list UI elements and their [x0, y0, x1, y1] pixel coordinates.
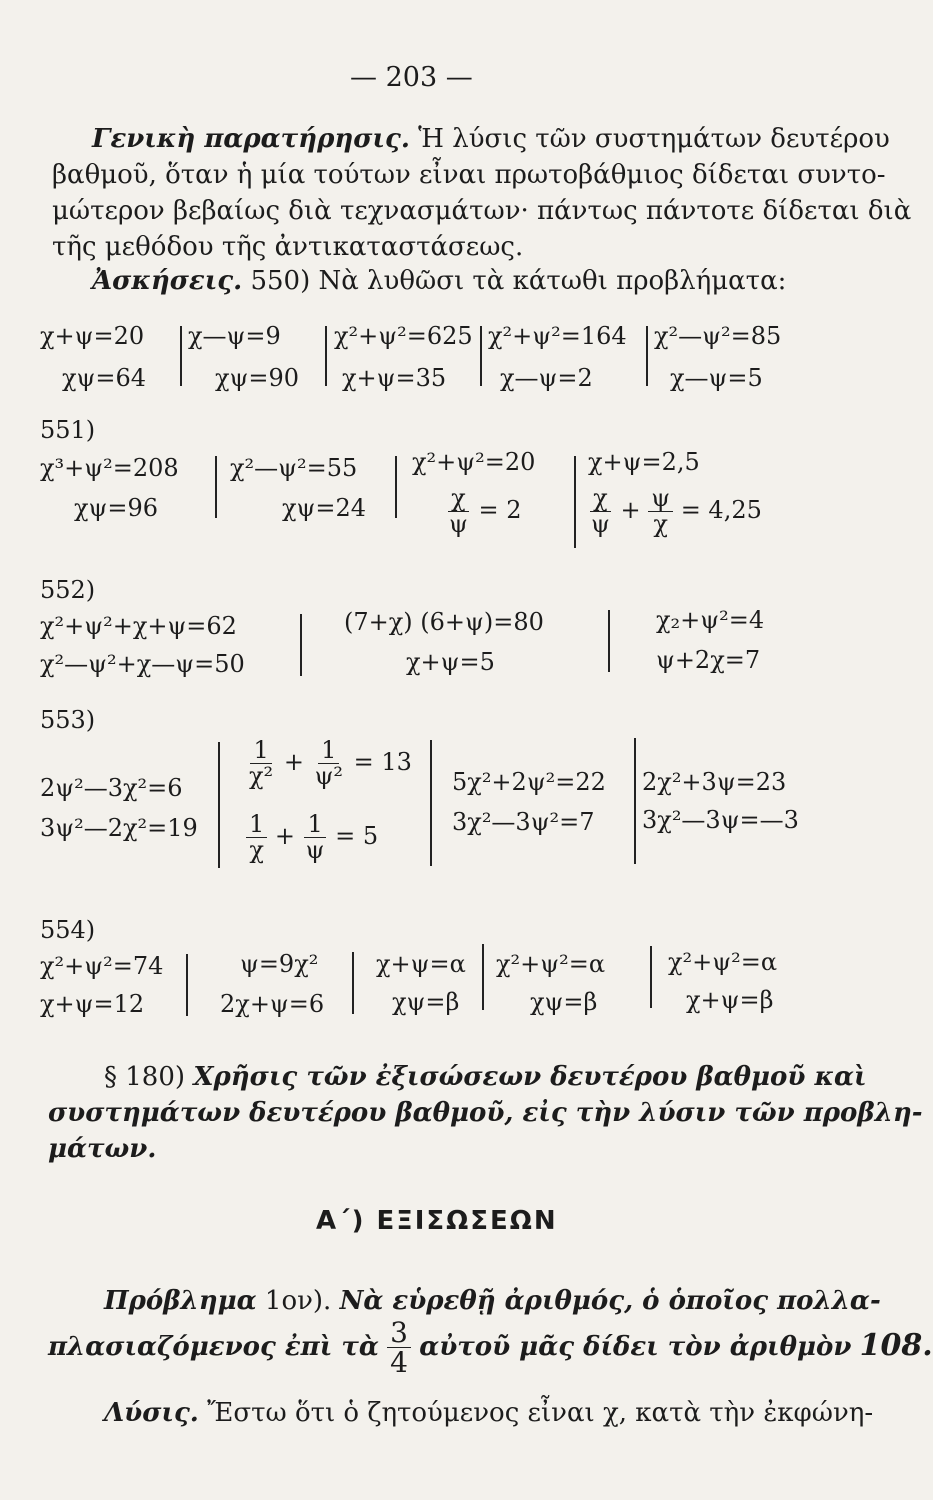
ex550-divider-1	[180, 326, 182, 386]
solution-label: Λύσις.	[104, 1398, 199, 1428]
ex550-c3-eq1: χ²+ψ²=625	[334, 322, 473, 350]
ex552-c2-eq1: (7+χ) (6+ψ)=80	[344, 608, 544, 636]
ex551-c4-rhs: = 4,25	[680, 496, 762, 525]
ex551-divider-2	[395, 456, 397, 518]
problem-value: 108.	[859, 1327, 933, 1363]
ex552-c2-eq2: χ+ψ=5	[406, 648, 495, 676]
intro-line-4: τῆς μεθόδου τῆς ἀντικαταστάσεως.	[52, 232, 524, 262]
ex553-c2-eq1	[246, 738, 412, 789]
ex550-divider-3	[480, 326, 482, 386]
solution-line	[104, 1398, 873, 1428]
problem-line-1	[104, 1286, 881, 1316]
ex554-c2-eq2: 2χ+ψ=6	[220, 990, 325, 1018]
plus-sign: +	[283, 748, 304, 777]
ex552-c3-eq1: χ₂+ψ²=4	[656, 606, 765, 634]
ex551-c4-eq2	[588, 486, 762, 537]
ex553-frac-1-over-x: $\frac{1}{\chi}$	[246, 812, 267, 863]
ex552-divider-2	[608, 610, 610, 672]
problem-line-2	[48, 1318, 933, 1378]
ex550-c2-eq2: χψ=90	[215, 364, 300, 392]
exercises-label: Ἀσκήσεις.	[92, 266, 243, 296]
ex551-divider-1	[215, 456, 217, 518]
ex553-c1-eq1: 2ψ²—3χ²=6	[40, 774, 183, 802]
ex552-divider-1	[300, 614, 302, 676]
ex554-c1-eq2: χ+ψ=12	[40, 990, 145, 1018]
ex554-label: 554)	[40, 916, 96, 944]
ex553-c1-eq2: 3ψ²—2χ²=19	[40, 814, 198, 842]
section-heading: Α΄) ΕΞΙΣΩΣΕΩΝ	[316, 1206, 558, 1236]
ex553-c3-eq2: 3χ²—3ψ²=7	[452, 808, 595, 836]
ex554-c5-eq2: χ+ψ=β	[686, 986, 774, 1014]
section-180-number: § 180)	[104, 1062, 186, 1092]
ex550-c2-eq1: χ—ψ=9	[188, 322, 281, 350]
ex553-frac-1-over-x2: $\frac{1}{\text{χ²}}$	[249, 736, 274, 791]
ex552-c3-eq2: ψ+2χ=7	[656, 646, 761, 674]
problem-text-2b: αὐτοῦ μᾶς δίδει τὸν ἀριθμὸν	[419, 1331, 852, 1362]
ex551-c3-eq2	[446, 486, 521, 537]
intro-line-3: μώτερον βεβαίως διὰ τεχνασμάτων· πάντως πάντοτε δίδεται διὰ	[52, 196, 912, 226]
ex550-c5-eq2: χ—ψ=5	[670, 364, 763, 392]
ex550-divider-4	[646, 326, 648, 386]
ex551-c1-eq2: χψ=96	[74, 494, 159, 522]
plus-sign: +	[620, 496, 641, 525]
ex551-c4-fraction-1: $\frac{\chi}{\psi}$	[591, 484, 610, 539]
ex554-divider-4	[650, 946, 652, 1008]
plus-sign: +	[274, 822, 296, 851]
ex554-c4-eq2: χψ=β	[530, 988, 598, 1016]
section-180-line-2: συστημάτων δευτέρου βαθμοῦ, εἰς τὴν λύσιν τῶν προβλη-	[48, 1098, 923, 1128]
ex551-c4-fraction-2: $\frac{\psi}{\chi}$	[648, 486, 673, 537]
ex554-c3-eq2: χψ=β	[392, 988, 460, 1016]
section-180-title-1: Χρῆσις τῶν ἐξισώσεων δευτέρου βαθμοῦ καὶ	[193, 1062, 867, 1092]
ex551-c3-eq1: χ²+ψ²=20	[412, 448, 536, 476]
problem-text-1: Νὰ εὑρεθῇ ἀριθμός, ὁ ὁποῖος πολλα-	[339, 1286, 881, 1316]
ex554-divider-1	[186, 954, 188, 1016]
ex554-c4-eq1: χ²+ψ²=α	[496, 950, 606, 978]
section-180-line-3: μάτων.	[48, 1134, 157, 1164]
ex551-label: 551)	[40, 416, 96, 444]
ex553-divider-1	[218, 742, 220, 868]
ex553-c2-rhs-2: = 5	[335, 822, 379, 851]
intro-line-2: βαθμοῦ, ὅταν ἡ μία τούτων εἶναι πρωτοβάθμιος δίδεται συντο-	[52, 160, 886, 190]
ex553-frac-1-over-y: $\frac{1}{\psi}$	[305, 810, 325, 865]
ex554-divider-2	[352, 952, 354, 1014]
ex554-c3-eq1: χ+ψ=α	[376, 950, 466, 978]
ex553-c4-eq1: 2χ²+3ψ=23	[642, 768, 787, 796]
ex553-c2-eq2	[246, 812, 378, 863]
ex554-c1-eq1: χ²+ψ²=74	[40, 952, 164, 980]
ex550-divider-2	[325, 326, 327, 386]
ex551-c1-eq1: χ³+ψ²=208	[40, 454, 179, 482]
ex550-c1-eq1: χ+ψ=20	[40, 322, 145, 350]
ex551-c3-fraction: $\frac{\chi}{\psi}$	[449, 484, 468, 539]
problem-number: 1ον).	[264, 1286, 332, 1316]
exercises-line	[92, 266, 786, 296]
ex551-c4-eq1: χ+ψ=2,5	[588, 448, 700, 476]
ex553-c3-eq1: 5χ²+2ψ²=22	[452, 768, 606, 796]
ex550-c4-eq1: χ²+ψ²=164	[488, 322, 627, 350]
ex552-c1-eq2: χ²—ψ²+χ—ψ=50	[40, 650, 245, 678]
ex552-label: 552)	[40, 576, 96, 604]
ex554-divider-3	[482, 944, 484, 1010]
ex551-c2-eq1: χ²—ψ²=55	[230, 454, 358, 482]
ex550-c1-eq2: χψ=64	[62, 364, 147, 392]
ex551-c3-rhs: = 2	[478, 496, 522, 525]
ex553-c4-eq2: 3χ²—3ψ=—3	[642, 806, 799, 834]
ex550-c4-eq2: χ—ψ=2	[500, 364, 593, 392]
ex554-c5-eq1: χ²+ψ²=α	[668, 948, 778, 976]
exercises-text: 550) Νὰ λυθῶσι τὰ κάτωθι προβλήματα:	[250, 266, 787, 296]
intro-text-1: Ἡ λύσις τῶν συστημάτων δευτέρου	[418, 124, 890, 154]
ex550-c3-eq2: χ+ψ=35	[342, 364, 447, 392]
ex553-label: 553)	[40, 706, 96, 734]
ex552-c1-eq1: χ²+ψ²+χ+ψ=62	[40, 612, 237, 640]
ex554-c2-eq1: ψ=9χ²	[240, 950, 319, 978]
section-180-line-1	[104, 1062, 867, 1092]
problem-label: Πρόβλημα	[104, 1286, 257, 1316]
problem-fraction-3-4: $\frac{3}{4}$	[387, 1318, 411, 1378]
solution-text: Ἔστω ὅτι ὁ ζητούμενος εἶναι χ, κατὰ τὴν ἐκφώνη-	[207, 1398, 874, 1428]
intro-label: Γενικὴ παρατήρησις.	[92, 124, 410, 154]
ex553-frac-1-over-y2: $\frac{1}{\text{ψ²}}$	[314, 736, 344, 791]
ex553-divider-2	[430, 740, 432, 866]
page-number: — 203 —	[350, 62, 473, 93]
ex550-c5-eq1: χ²—ψ²=85	[654, 322, 782, 350]
intro-line-1	[92, 124, 890, 154]
problem-text-2a: πλασιαζόμενος ἐπὶ τὰ	[48, 1331, 379, 1362]
ex553-c2-rhs-1: = 13	[353, 748, 412, 777]
ex553-divider-3	[634, 738, 636, 864]
ex551-c2-eq2: χψ=24	[282, 494, 367, 522]
ex551-divider-3	[574, 456, 576, 548]
